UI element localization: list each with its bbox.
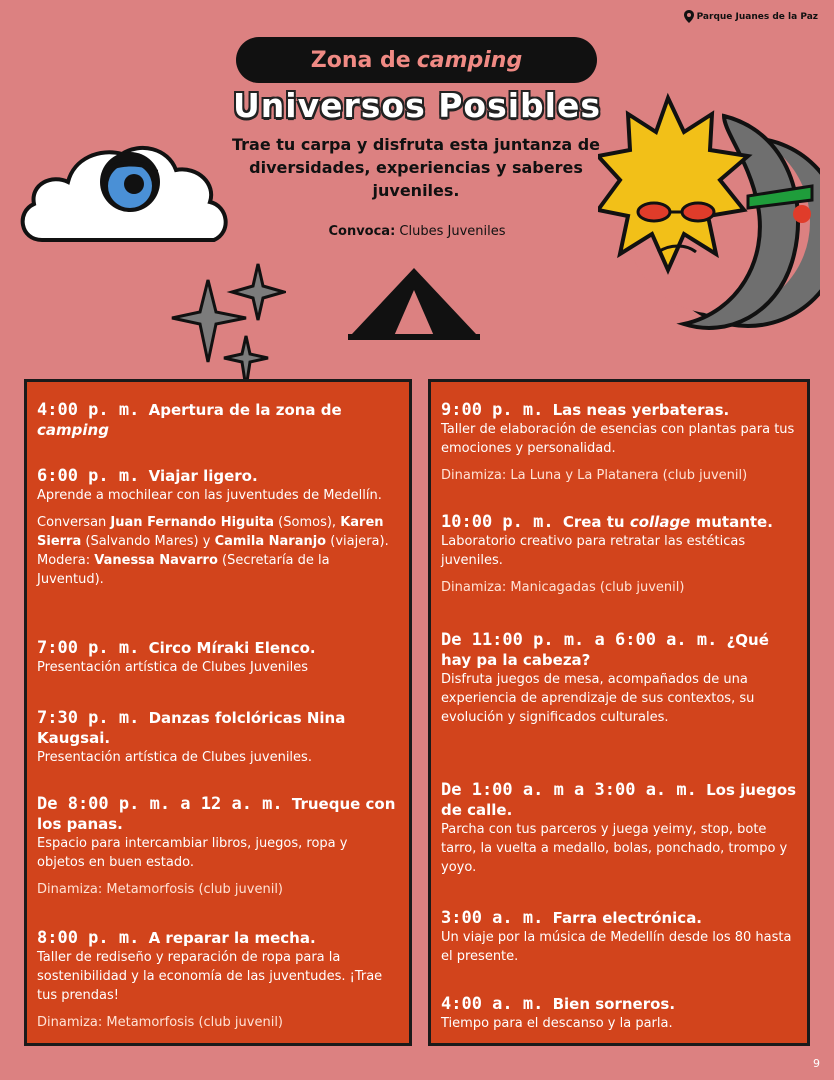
schedule-column-left — [24, 379, 412, 1046]
event-time: 4:00 p. m. — [37, 400, 140, 420]
event-description: Presentación artística de Clubes Juveniles — [37, 660, 309, 675]
cloud-eye-icon — [12, 140, 234, 252]
event-title: ¿Qué hay pa la cabeza? — [441, 631, 769, 669]
sparkle-stars-icon — [170, 262, 286, 392]
event-item — [441, 908, 797, 966]
zone-pill — [236, 37, 597, 83]
event-dinamiza: Dinamiza: Metamorfosis (club juvenil) — [37, 882, 283, 897]
event-time: 10:00 p. m. — [441, 512, 554, 532]
event-title: Trueque con los panas. — [37, 795, 396, 833]
pill-label: Zona de — [310, 47, 411, 73]
sun-moon-icon — [598, 92, 820, 338]
event-item — [37, 794, 399, 899]
event-item — [441, 512, 797, 597]
event-title-italic: camping — [37, 421, 109, 439]
event-item — [441, 780, 797, 877]
page-title: Universos Posibles — [233, 86, 601, 125]
event-item — [37, 928, 399, 1032]
event-title: Viajar ligero. — [148, 467, 258, 485]
event-item — [441, 994, 797, 1033]
event-description: Disfruta juegos de mesa, acompañados de una experiencia de aprendizaje de sus contextos, su evolución y significados culturales. — [441, 672, 755, 725]
event-item — [37, 638, 399, 677]
event-time: 6:00 p. m. — [37, 466, 140, 486]
event-description: Espacio para intercambiar libros, juegos, ropa y objetos en buen estado. — [37, 836, 348, 870]
event-time: 4:00 a. m. — [441, 994, 544, 1014]
page-number: 9 — [813, 1057, 820, 1070]
event-time: 8:00 p. m. — [37, 928, 140, 948]
subtitle: Trae tu carpa y disfruta esta juntanza de diversidades, experiencias y saberes juveniles. — [231, 135, 601, 200]
event-description: Taller de rediseño y reparación de ropa para la sostenibilidad y la economía de las juventudes. ¡Trae tus prendas! — [37, 950, 383, 1003]
event-title: Crea tu — [562, 513, 625, 531]
conv-name: Vanessa Navarro — [94, 553, 218, 568]
conv-text: (Somos), — [274, 515, 341, 530]
tent-icon — [348, 264, 480, 344]
conv-text: (viajera). Modera: — [37, 534, 389, 568]
event-title: Los juegos de calle. — [441, 781, 797, 819]
event-title: Apertura de la zona de — [148, 401, 342, 419]
event-dinamiza: Dinamiza: La Luna y La Platanera (club juvenil) — [441, 468, 748, 483]
schedule-column-right — [428, 379, 810, 1046]
event-time: De 8:00 p. m. a 12 a. m. — [37, 794, 283, 814]
conv-text: (Secretaría de la Juventud). — [37, 553, 330, 587]
event-time: 3:00 a. m. — [441, 908, 544, 928]
event-dinamiza: Dinamiza: Metamorfosis (club juvenil) — [37, 1015, 283, 1030]
conv-text: Conversan — [37, 515, 111, 530]
pill-label-italic: camping — [416, 47, 523, 73]
event-description: Taller de elaboración de esencias con plantas para tus emociones y personalidad. — [441, 422, 795, 456]
event-dinamiza: Dinamiza: Manicagadas (club juvenil) — [441, 580, 685, 595]
event-description: Presentación artística de Clubes juveniles. — [37, 750, 312, 765]
event-description: Un viaje por la música de Medellín desde los 80 hasta el presente. — [441, 930, 792, 964]
event-description: Laboratorio creativo para retratar las estéticas juveniles. — [441, 534, 746, 568]
event-description: Parcha con tus parceros y juega yeimy, stop, bote tarro, la vuelta a medallo, bolas, ponchado, trompo y yoyo. — [441, 822, 788, 875]
event-title-italic: collage — [629, 513, 691, 531]
event-title: Las neas yerbateras. — [552, 401, 730, 419]
event-time: De 1:00 a. m a 3:00 a. m. — [441, 780, 697, 800]
event-item — [441, 630, 797, 727]
event-time: 9:00 p. m. — [441, 400, 544, 420]
event-time: 7:30 p. m. — [37, 708, 140, 728]
location-tag — [684, 10, 818, 23]
event-title-end: mutante. — [695, 513, 773, 531]
event-title: A reparar la mecha. — [148, 929, 316, 947]
event-item — [441, 400, 797, 485]
event-title: Danzas folclóricas Nina Kaugsai. — [37, 709, 346, 747]
event-title: Bien sorneros. — [552, 995, 676, 1013]
convoca-label: Convoca: — [328, 224, 396, 239]
event-item — [37, 400, 399, 440]
event-time: De 11:00 p. m. a 6:00 a. m. — [441, 630, 718, 650]
location-label: Parque Juanes de la Paz — [696, 11, 818, 22]
event-item — [37, 708, 399, 767]
event-description: Aprende a mochilear con las juventudes de Medellín. — [37, 488, 382, 503]
conv-text: (Salvando Mares) y — [81, 534, 215, 549]
event-title: Circo Míraki Elenco. — [148, 639, 316, 657]
event-title: Farra electrónica. — [552, 909, 703, 927]
event-time: 7:00 p. m. — [37, 638, 140, 658]
event-conversation — [37, 513, 399, 589]
event-item — [37, 466, 399, 589]
convoca-value: Clubes Juveniles — [399, 224, 506, 239]
event-description: Tiempo para el descanso y la parla. — [441, 1016, 673, 1031]
conv-name: Juan Fernando Higuita — [110, 515, 275, 530]
location-pin-icon — [684, 10, 694, 23]
conv-name: Camila Naranjo — [214, 534, 327, 549]
conv-name: Karen Sierra — [37, 515, 384, 549]
